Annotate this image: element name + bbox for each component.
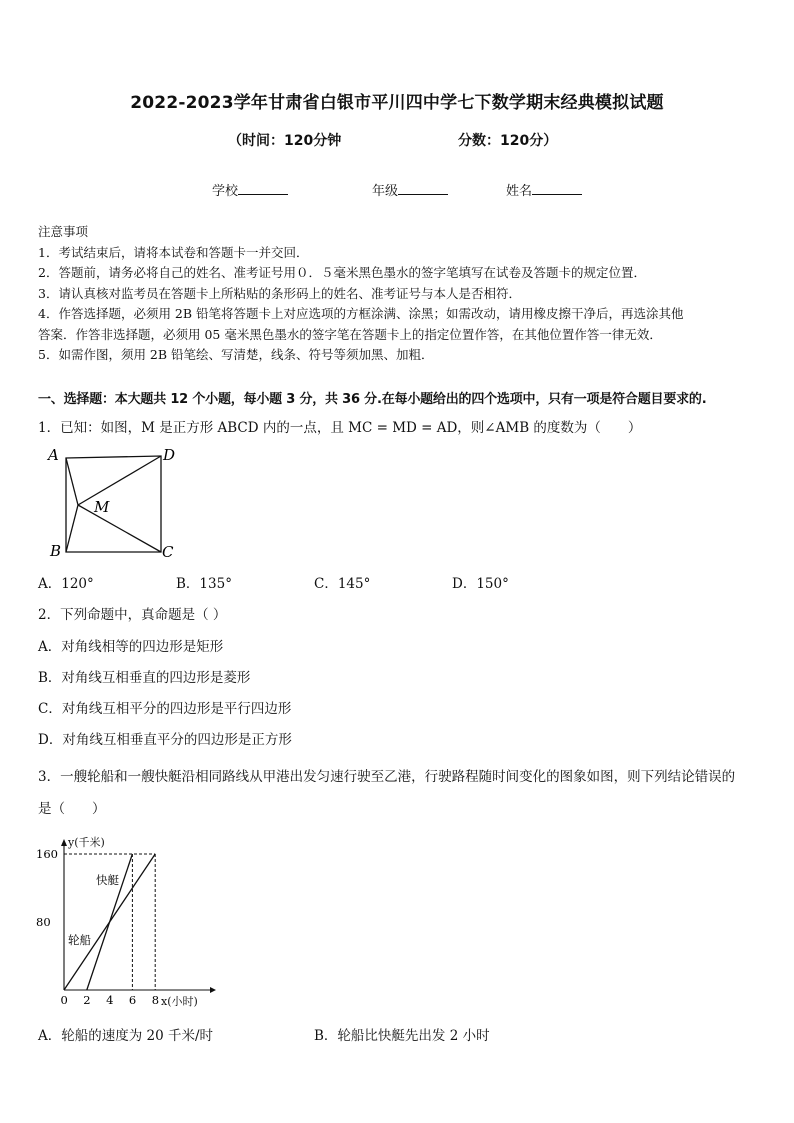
note-item: 4．作答选择题，必须用 2B 铅笔将答题卡上对应选项的方框涂满、涂黑；如需改动，请用橡皮擦干净后，再选涂其他 bbox=[38, 306, 684, 321]
school-label: 学校 bbox=[212, 184, 239, 199]
q1-option-b: B．135° bbox=[176, 576, 232, 592]
q3-distance-time-chart bbox=[30, 834, 220, 1010]
q2-text: 2．下列命题中，真命题是（ ） bbox=[38, 607, 227, 623]
q1-text: 1．已知：如图，M 是正方形 ABCD 内的一点，且 MC = MD = AD，则∠AMB 的度数为（ ） bbox=[38, 420, 642, 436]
label-m: M bbox=[94, 498, 110, 516]
school-blank bbox=[238, 182, 288, 195]
y-tick-label: 80 bbox=[36, 915, 51, 929]
x-tick-label: 8 bbox=[151, 993, 160, 1007]
y-axis-label: y(千米) bbox=[68, 836, 105, 849]
q2-option-d: D．对角线互相垂直平分的四边形是正方形 bbox=[38, 732, 292, 748]
name-label: 姓名 bbox=[506, 184, 533, 199]
q1-option-a: A．120° bbox=[38, 576, 94, 592]
exam-time: （时间：120分钟 bbox=[228, 133, 342, 149]
note-item: 1．考试结束后，请将本试卷和答题卡一并交回． bbox=[38, 244, 309, 260]
x-tick-label: 0 bbox=[60, 993, 68, 1007]
note-item: 答案．作答非选择题，必须用 05 毫米黑色墨水的签字笔在答题卡上的指定位置作答，在其他位置作答一律无效． bbox=[38, 326, 662, 342]
grade-blank bbox=[398, 182, 448, 195]
note-item: 2．答题前，请务必将自己的姓名、准考证号用０．５毫米黑色墨水的签字笔填写在试卷及答题卡的规定位置． bbox=[38, 265, 646, 280]
label-d: D bbox=[163, 446, 176, 464]
q2-option-b: B．对角线互相垂直的四边形是菱形 bbox=[38, 670, 251, 686]
grade-label: 年级 bbox=[372, 184, 399, 199]
name-field bbox=[506, 180, 582, 199]
label-c: C bbox=[162, 543, 174, 561]
notes-heading: 注意事项 bbox=[38, 224, 89, 239]
series-label-ship: 轮船 bbox=[68, 933, 91, 947]
notes-block bbox=[38, 222, 763, 366]
segment-md bbox=[78, 456, 161, 505]
q3-text-line1: 3．一艘轮船和一艘快艇沿相同路线从甲港出发匀速行驶至乙港，行驶路程随时间变化的图象如图，则下列结论错误的 bbox=[38, 769, 736, 785]
q1-square-figure bbox=[40, 442, 190, 567]
x-axis-label: x(小时) bbox=[161, 995, 198, 1008]
x-tick-label: 6 bbox=[128, 993, 137, 1007]
exam-title: 2022-2023学年甘肃省白银市平川四中学七下数学期末经典模拟试题 bbox=[130, 93, 664, 113]
y-axis-arrow bbox=[61, 839, 67, 846]
x-tick-label: 4 bbox=[106, 993, 114, 1007]
exam-score: 分数：120分） bbox=[458, 133, 558, 149]
x-tick-label: 2 bbox=[83, 993, 91, 1007]
q2-option-c: C．对角线互相平分的四边形是平行四边形 bbox=[38, 701, 292, 717]
note-item: 3．请认真核对监考员在答题卡上所粘贴的条形码上的姓名、准考证号与本人是否相符． bbox=[38, 285, 521, 301]
note-item: 5．如需作图，须用 2B 铅笔绘、写清楚，线条、符号等须加黑、加粗． bbox=[38, 347, 434, 362]
segment-mc bbox=[78, 505, 161, 552]
segment-mb bbox=[66, 505, 78, 552]
grade-field bbox=[372, 180, 448, 199]
q3-option-a: A．轮船的速度为 20 千米/时 bbox=[38, 1028, 214, 1044]
q2-option-a: A．对角线相等的四边形是矩形 bbox=[38, 639, 224, 655]
q1-option-d: D．150° bbox=[452, 576, 509, 592]
y-tick-label: 160 bbox=[36, 847, 58, 861]
q3-text-line2: 是（ ） bbox=[38, 801, 106, 817]
school-field bbox=[212, 180, 288, 199]
label-a: A bbox=[48, 446, 59, 464]
label-b: B bbox=[50, 542, 62, 560]
name-blank bbox=[532, 182, 582, 195]
section-heading: 一、选择题：本大题共 12 个小题，每小题 3 分，共 36 分.在每小题给出的四个选项中，只有一项是符合题目要求的. bbox=[38, 392, 707, 407]
segment-ma bbox=[66, 458, 78, 505]
q3-option-b: B．轮船比快艇先出发 2 小时 bbox=[314, 1028, 490, 1044]
x-axis-arrow bbox=[210, 987, 216, 993]
q1-option-c: C．145° bbox=[314, 576, 371, 592]
series-label-speedboat: 快艇 bbox=[96, 873, 119, 887]
